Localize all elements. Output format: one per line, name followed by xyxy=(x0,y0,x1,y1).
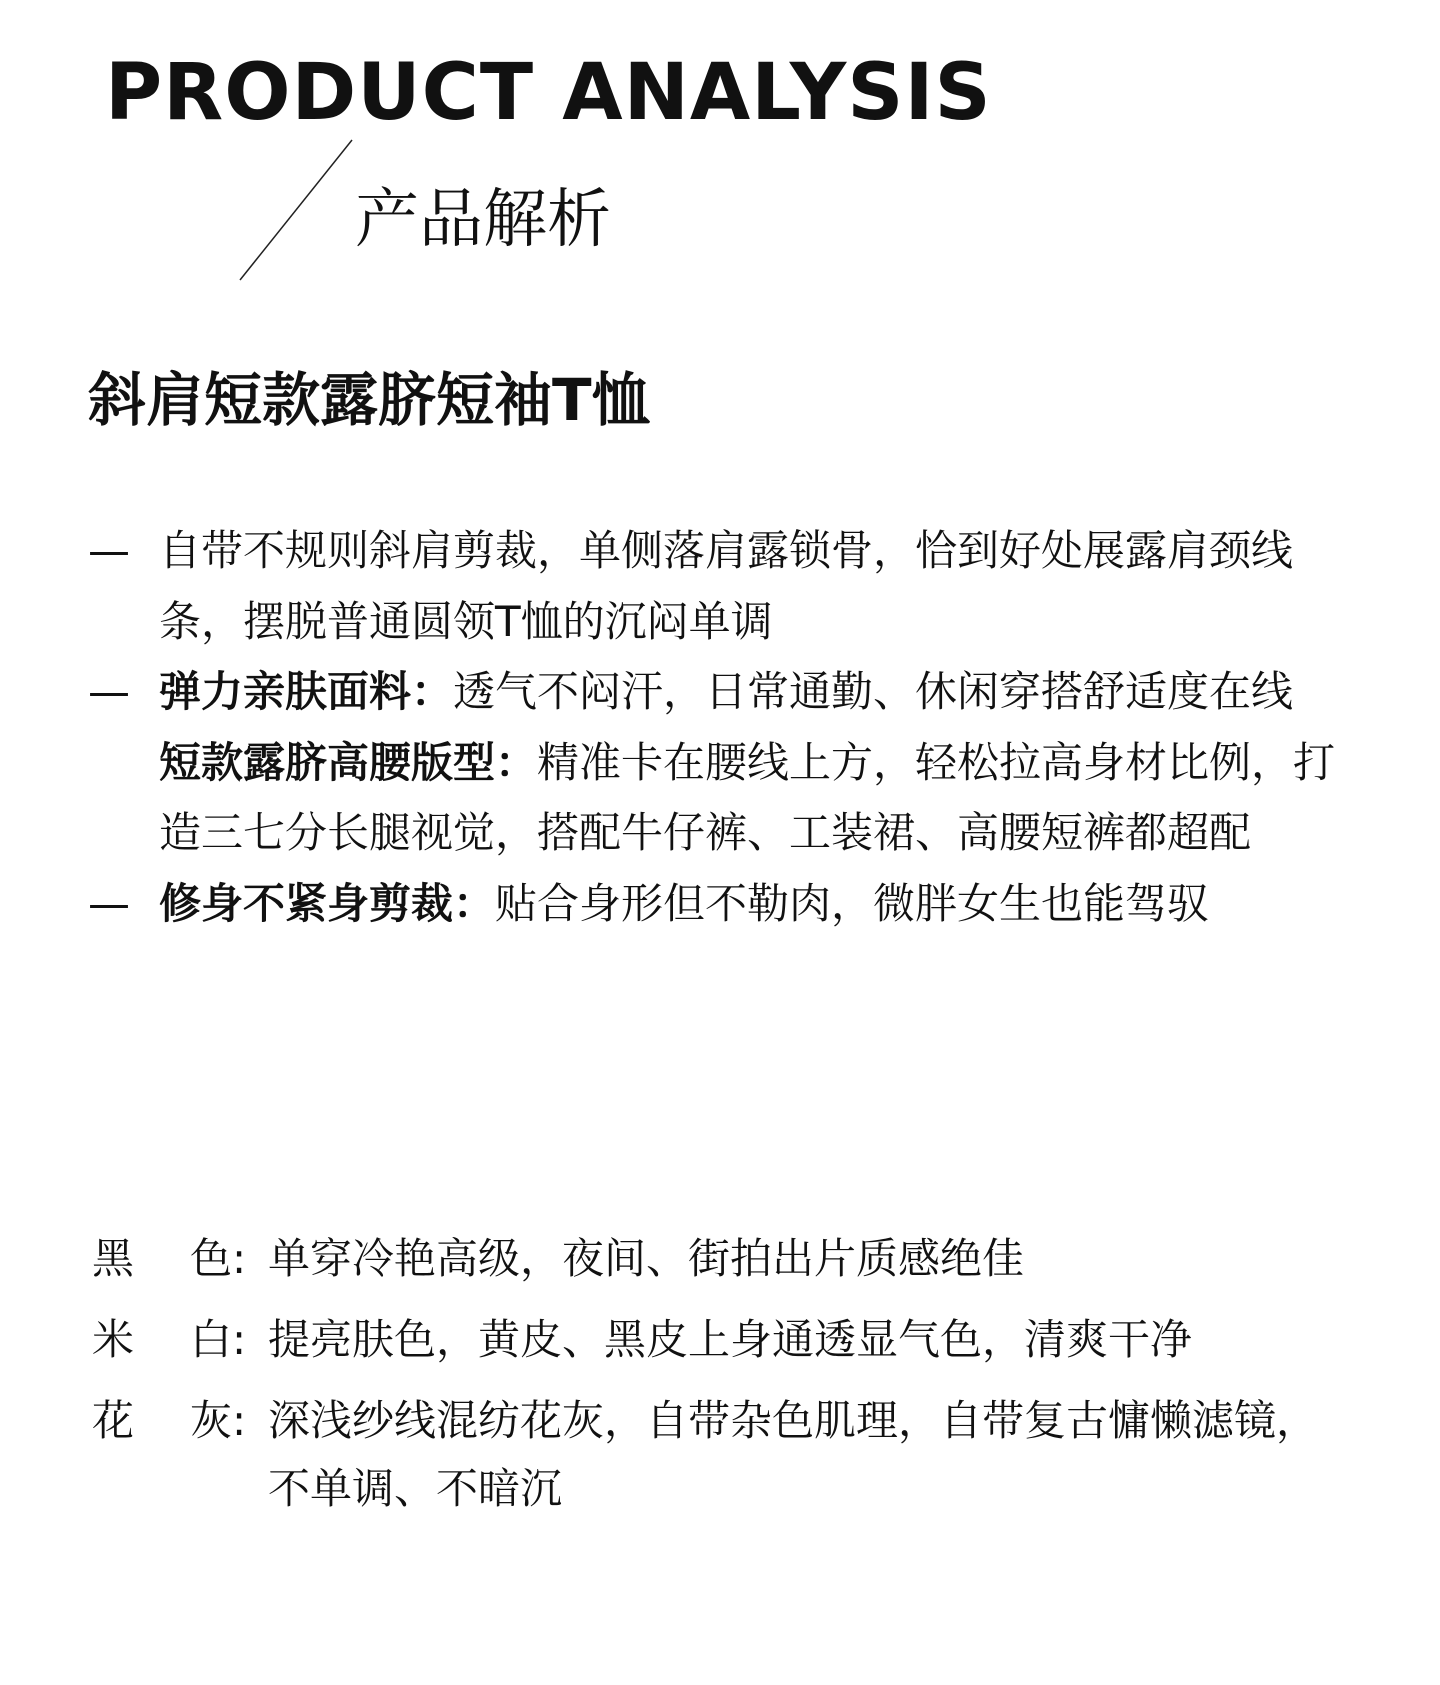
product-name: 斜肩短款露脐短袖T恤 xyxy=(88,366,650,434)
feature-item xyxy=(88,869,1348,940)
color-name xyxy=(92,1225,232,1293)
color-name xyxy=(92,1306,232,1374)
dash-marker: — xyxy=(88,526,130,575)
color-colon: : xyxy=(232,1396,247,1445)
color-option-black xyxy=(92,1225,1352,1293)
page-title-en: PRODUCT ANALYSIS xyxy=(105,48,992,138)
feature-lead: 弹力亲肤面料： xyxy=(159,667,454,716)
feature-text: 透气不闷汗，日常通勤、休闲穿搭舒适度在线 xyxy=(453,667,1294,716)
color-option-heather-gray xyxy=(92,1387,1352,1523)
color-name-char: 黑 xyxy=(92,1234,135,1283)
page-title-cn: 产品解析 xyxy=(355,183,611,257)
color-description: 提亮肤色，黄皮、黑皮上身通透显气色，清爽干净 xyxy=(268,1315,1193,1364)
color-description: 单穿冷艳高级，夜间、街拍出片质感绝佳 xyxy=(268,1234,1025,1283)
color-option-rice-white xyxy=(92,1306,1352,1374)
feature-item xyxy=(88,657,1348,728)
feature-list xyxy=(88,516,1348,939)
color-name-char: 色 xyxy=(189,1234,232,1283)
color-description: 深浅纱线混纺花灰，自带杂色肌理，自带复古慵懒滤镜，不单调、不暗沉 xyxy=(268,1396,1319,1513)
feature-text: 贴合身形但不勒肉，微胖女生也能驾驭 xyxy=(495,878,1210,928)
color-name-char: 米 xyxy=(92,1315,135,1364)
color-name xyxy=(92,1387,232,1455)
feature-lead: 短款露脐高腰版型： xyxy=(159,737,538,787)
color-colon: : xyxy=(232,1315,247,1364)
feature-text: 精准卡在腰线上方，轻松拉高身材比例，打造三七分长腿视觉，搭配牛仔裤、工装裙、高腰短裤都超配 xyxy=(159,737,1336,857)
color-name-char: 灰 xyxy=(189,1396,232,1445)
color-name-char: 白 xyxy=(189,1315,232,1364)
feature-text: 自带不规则斜肩剪裁，单侧落肩露锁骨，恰到好处展露肩颈线条，摆脱普通圆领T恤的沉闷单调 xyxy=(159,526,1294,646)
color-name-char: 花 xyxy=(92,1396,135,1445)
dash-marker: — xyxy=(88,667,130,716)
color-options-list xyxy=(92,1225,1352,1536)
dash-marker: — xyxy=(88,878,130,928)
feature-item xyxy=(88,516,1348,657)
feature-lead: 修身不紧身剪裁： xyxy=(159,878,496,928)
color-colon: : xyxy=(232,1234,247,1283)
feature-item xyxy=(88,728,1348,869)
